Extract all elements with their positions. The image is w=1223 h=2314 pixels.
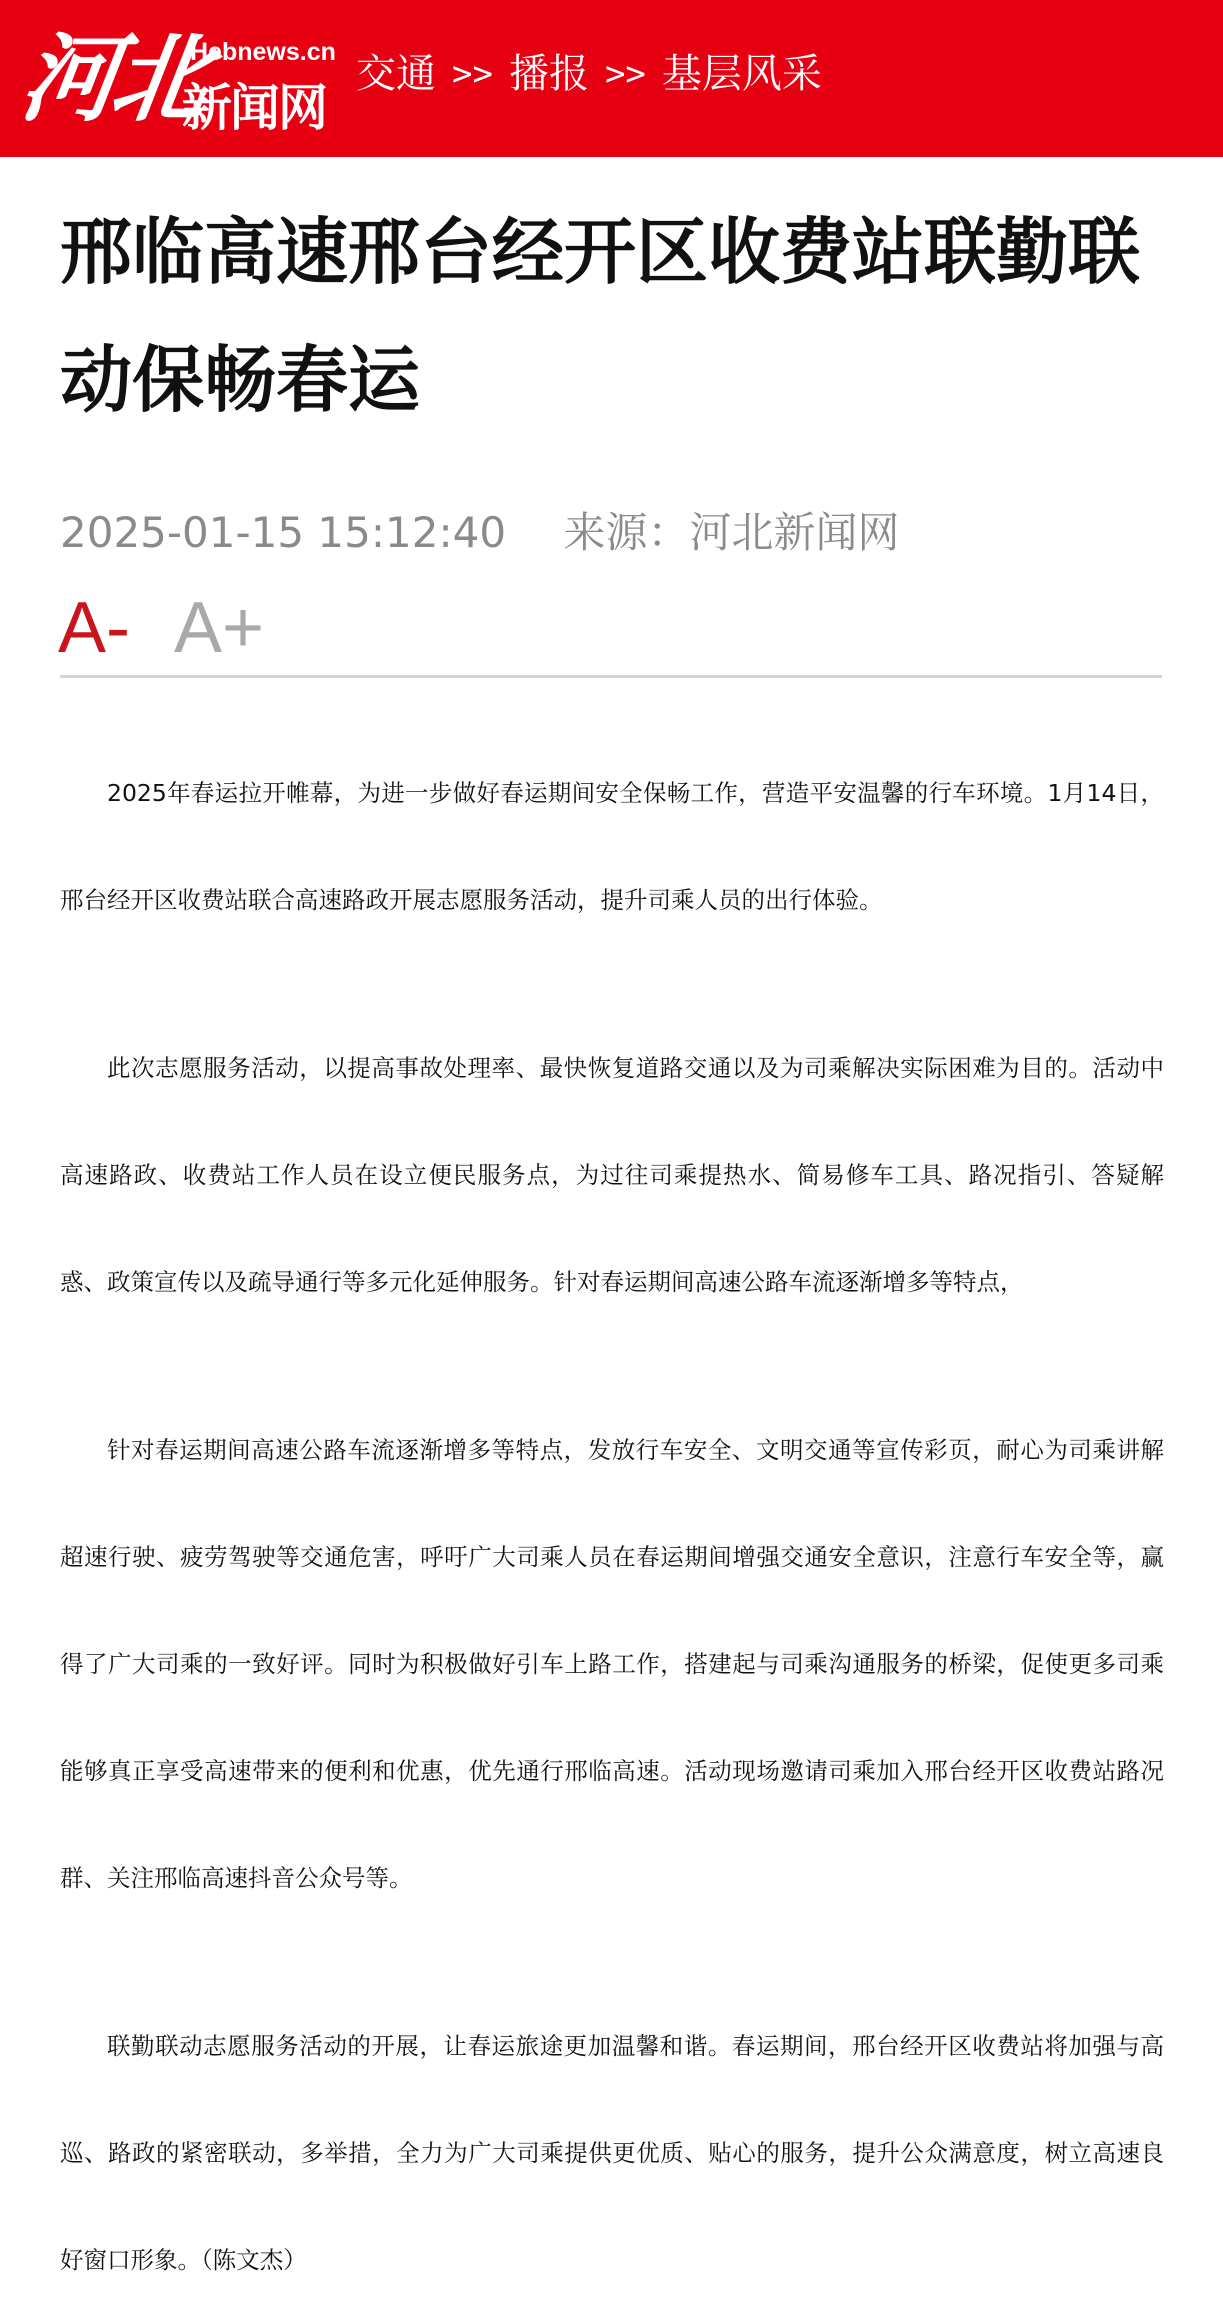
breadcrumb-item-traffic[interactable]: 交通	[356, 51, 436, 97]
logo-domain: Hebnews.cn	[190, 38, 336, 66]
logo-glyph: 河北	[14, 22, 211, 135]
breadcrumb	[356, 44, 822, 104]
article-paragraph: 此次志愿服务活动，以提高事故处理率、最快恢复道路交通以及为司乘解决实际困难为目的。活动中高速路政、收费站工作人员在设立便民服务点，为过往司乘提热水、简易修车工具、路况指引、答疑解惑、政策宣传以及疏导通行等多元化延伸服务。针对春运期间高速公路车流逐渐增多等特点，	[60, 1054, 1164, 1296]
article-source: 来源：河北新闻网	[563, 508, 900, 557]
article-paragraph: 针对春运期间高速公路车流逐渐增多等特点，发放行车安全、文明交通等宣传彩页，耐心为司乘讲解超速行驶、疲劳驾驶等交通危害，呼吁广大司乘人员在春运期间增强交通安全意识，注意行车安全等，赢得了广大司乘的一致好评。同时为积极做好引车上路工作，搭建起与司乘沟通服务的桥梁，促使更多司乘能够真正享受高速带来的便利和优惠，优先通行邢临高速。活动现场邀请司乘加入邢台经开区收费站路况群、关注邢临高速抖音公众号等。	[60, 1436, 1164, 1892]
article-datetime: 2025-01-15 15:12:40	[60, 508, 507, 557]
breadcrumb-separator: >>	[604, 54, 646, 94]
hebnews-logo[interactable]	[14, 20, 336, 140]
font-increase-button[interactable]: A+	[174, 588, 265, 668]
article-title: 邢临高速邢台经开区收费站联勤联动保畅春运	[60, 210, 1141, 422]
article-body	[60, 740, 1164, 2314]
site-header	[0, 0, 1223, 157]
breadcrumb-item-grassroots[interactable]: 基层风采	[661, 51, 822, 97]
article-meta	[60, 500, 899, 560]
article-paragraph: 2025年春运拉开帷幕，为进一步做好春运期间安全保畅工作，营造平安温馨的行车环境。1月14日，邢台经开区收费站联合高速路政开展志愿服务活动，提升司乘人员的出行体验。	[60, 779, 1164, 914]
breadcrumb-item-broadcast[interactable]: 播报	[508, 51, 589, 97]
divider	[60, 675, 1162, 678]
font-size-controls	[58, 588, 264, 668]
article-paragraph: 联勤联动志愿服务活动的开展，让春运旅途更加温馨和谐。春运期间，邢台经开区收费站将加强与高巡、路政的紧密联动，多举措，全力为广大司乘提供更优质、贴心的服务，提升公众满意度，树立高速良好窗口形象。（陈文杰）	[60, 2032, 1164, 2274]
logo-site-name: 新闻网	[182, 79, 326, 137]
font-decrease-button[interactable]: A-	[58, 588, 130, 668]
breadcrumb-separator: >>	[452, 54, 493, 94]
